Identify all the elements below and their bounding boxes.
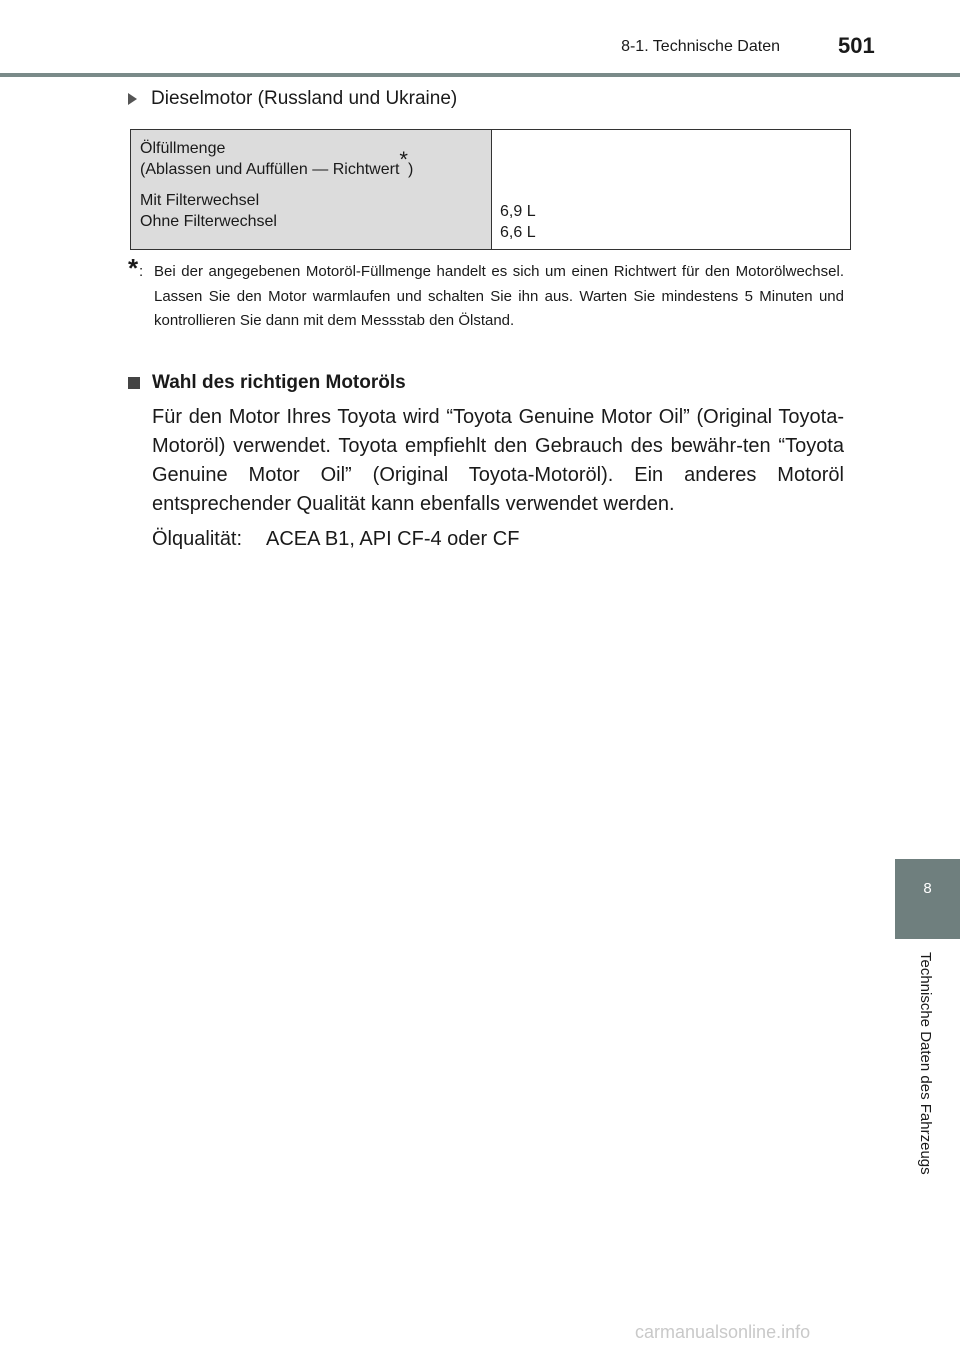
table-header-text: (Ablassen und Auffüllen <box>140 161 313 178</box>
section-heading <box>128 372 406 394</box>
section-heading-text: Wahl des richtigen Motoröls <box>152 372 406 393</box>
footnote-text: Bei der angegebenen Motoröl-Füllmenge handelt es sich um einen Richtwert für den Motorölwechsel. Lassen Sie den Motor warmlaufen und schalten Sie ihn aus. Warten Sie mindestens 5 Minuten und kontrollieren Sie dann mit dem Messstab den Ölstand. <box>154 263 844 329</box>
table-row-value: 6,6 L <box>500 224 536 241</box>
header-divider <box>0 73 960 77</box>
watermark: carmanualsonline.info <box>635 1322 811 1342</box>
engine-subheading <box>128 88 457 110</box>
table-label-column <box>131 130 492 249</box>
body-paragraph: Für den Motor Ihres Toyota wird “Toyota Genuine Motor Oil” (Original Toyota-Motoröl) verwendet. Toyota empfiehlt den Gebrauch des bewähr-ten “Toyota Genuine Motor Oil” (Original Toyota-Motoröl). Ein anderes Motoröl entsprechender Qualität kann ebenfalls verwendet werden. <box>152 406 844 515</box>
square-bullet-icon <box>128 377 140 389</box>
oil-quality-value: ACEA B1, API CF-4 oder CF <box>266 528 520 550</box>
table-row-label: Mit Filterwechsel <box>140 192 260 209</box>
header-section-title: 8-1. Technische Daten <box>621 38 780 55</box>
page-number: 501 <box>838 33 875 58</box>
footnote-asterisk: * <box>128 253 139 283</box>
chapter-tab: 8 <box>895 859 960 939</box>
em-dash: — <box>312 161 329 178</box>
table-header-richtwert: Richtwert <box>328 161 400 178</box>
oil-quality-label: Ölqualität: <box>152 528 243 550</box>
table-header-close: ) <box>407 161 414 178</box>
table-header-line1: Ölfüllmenge <box>140 140 226 157</box>
oil-quality-line <box>152 528 519 551</box>
table-row-value: 6,9 L <box>500 203 536 220</box>
chapter-tab-label: Technische Daten des Fahrzeugs <box>917 952 934 1175</box>
table-value-column <box>492 130 850 249</box>
footnote <box>128 253 844 334</box>
engine-subheading-text: Dieselmotor (Russland und Ukraine) <box>151 88 458 109</box>
footnote-colon: : <box>139 263 144 280</box>
oil-capacity-table <box>130 129 851 250</box>
table-row-label: Ohne Filterwechsel <box>140 213 277 230</box>
triangle-bullet-icon <box>128 93 137 105</box>
asterisk-mark: * <box>399 147 408 172</box>
